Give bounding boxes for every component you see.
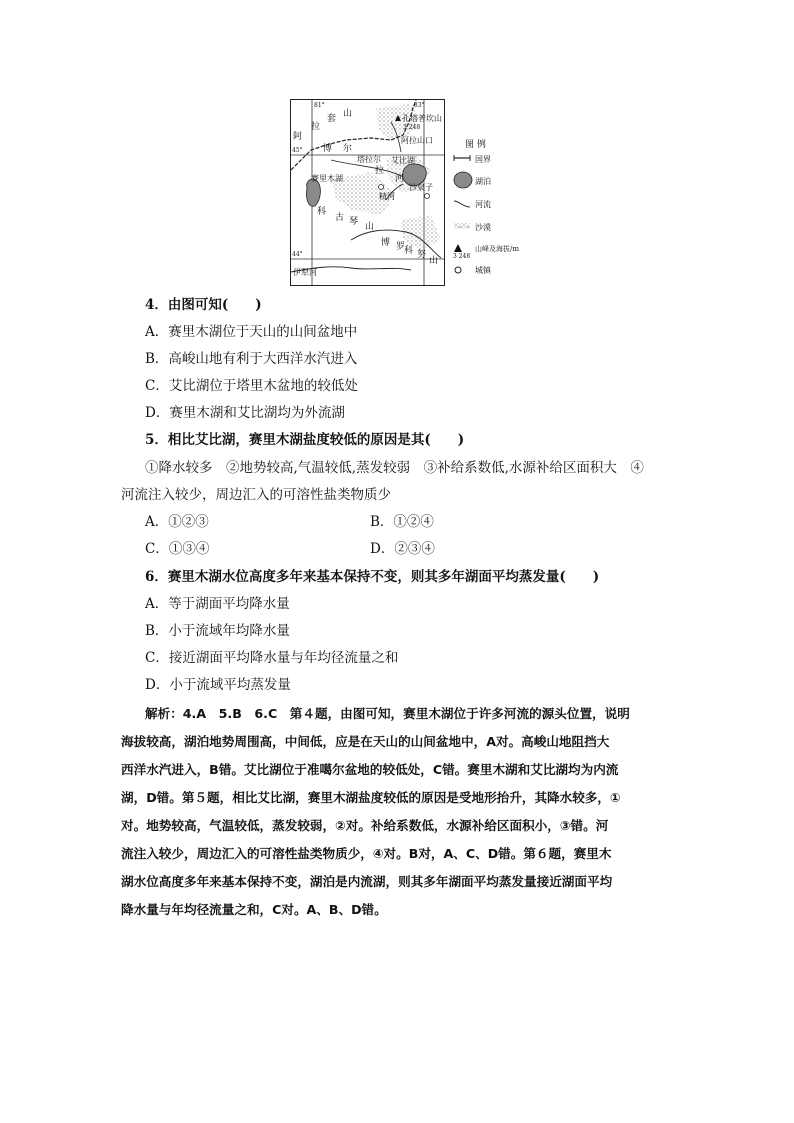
label-ke2: 科 xyxy=(404,246,414,256)
peak-elev: 3 248 xyxy=(403,124,421,131)
question-5-option-c: C．①③④ xyxy=(145,541,210,557)
question-6-option-a: A．等于湖面平均降水量 xyxy=(145,596,290,612)
explanation-line-4: 湖，D错。第５题，相比艾比湖，赛里木湖盐度较低的原因是受地形抬升，其降水较多，① xyxy=(121,790,621,805)
legend-town xyxy=(453,265,491,277)
town-jinghe xyxy=(379,185,384,190)
peak-legend-icon xyxy=(453,244,463,252)
label-bo: 博 xyxy=(323,144,333,154)
question-4-stem: 4．由图可知( ) xyxy=(145,297,262,313)
label-shan2: 山 xyxy=(365,222,375,232)
label-ala1: 阿 xyxy=(293,132,303,142)
lat-44: 44° xyxy=(292,251,303,258)
explanation-line-8: 降水量与年均径流量之和，C对。A、B、D错。 xyxy=(121,902,387,917)
explanation-line-6: 流注入较少，周边汇入的可溶性盐类物质少，④对。B对，A、C、D错。第６题，赛里木 xyxy=(121,846,612,861)
label-talale: 塔拉尔 xyxy=(357,155,381,164)
legend-river-label: 河流 xyxy=(475,200,491,209)
explanation-line-7: 湖水位高度多年来基本保持不变，湖泊是内流湖，则其多年湖面平均蒸发量接近湖面平均 xyxy=(121,874,613,889)
legend-peak-label: 山峰及海拔/m xyxy=(475,245,519,253)
label-shaquanzi: 沙泉子 xyxy=(409,183,433,192)
question-4-option-c: C．艾比湖位于塔里木盆地的较低处 xyxy=(145,378,358,394)
legend-desert xyxy=(453,222,491,232)
label-la: 拉 xyxy=(375,166,385,176)
label-yilihe: 伊犁河 xyxy=(293,268,317,277)
label-er: 尔 xyxy=(343,144,353,154)
label-ke: 科 xyxy=(317,207,327,217)
legend-border xyxy=(453,154,491,164)
town-legend-icon xyxy=(453,265,463,275)
question-5-stem: 5．相比艾比湖，赛里木湖盐度较低的原因是其( ) xyxy=(145,432,465,448)
question-5-statements-line2: 河流注入较少，周边汇入的可溶性盐类物质少 xyxy=(121,487,391,503)
label-ala2: 拉 xyxy=(311,122,321,132)
map-legend xyxy=(453,137,573,275)
question-6-option-c: C．接近湖面平均降水量与年均径流量之和 xyxy=(145,650,399,666)
label-alashankou: 阿拉山口 xyxy=(401,136,433,145)
label-he: 河 xyxy=(395,174,405,184)
border-legend-icon xyxy=(453,154,471,162)
question-4-option-a: A．赛里木湖位于天山的山间盆地中 xyxy=(145,324,358,340)
label-jinghe: 精河 xyxy=(379,192,395,201)
explanation-line-3: 西洋水汽进入，B错。艾比湖位于准噶尔盆地的较低处，C错。赛里木湖和艾比湖均为内流 xyxy=(121,762,619,777)
explanation-line-1: 解析：4.A 5.B 6.C 第４题，由图可知，赛里木湖位于许多河流的源头位置，说明 xyxy=(145,706,630,721)
label-sailimuhu: 赛里木湖 xyxy=(311,174,343,183)
question-6-stem: 6．赛里木湖水位高度多年来基本保持不变，则其多年湖面平均蒸发量( ) xyxy=(145,569,600,585)
question-6-option-d: D．小于流域平均蒸发量 xyxy=(145,677,291,693)
lon-81: 81° xyxy=(314,102,325,109)
label-aibihu: 艾比湖 xyxy=(391,156,415,165)
desert-legend-icon xyxy=(453,222,471,230)
peak-name: 孔塔普坎山 xyxy=(402,114,442,123)
question-5-option-d: D．②③④ xyxy=(370,541,435,557)
label-shan1: 山 xyxy=(343,109,353,119)
legend-lake-label: 湖泊 xyxy=(475,177,491,186)
explanation-line-2: 海拔较高，湖泊地势周围高，中间低，应是在天山的山间盆地中，A对。高峻山地阻挡大 xyxy=(121,734,610,749)
question-5-option-a: A．①②③ xyxy=(145,514,209,530)
legend-desert-label: 沙漠 xyxy=(475,223,491,232)
label-nu: 努 xyxy=(417,250,427,260)
label-gu: 古 xyxy=(335,213,345,223)
legend-lake xyxy=(453,171,491,191)
question-5-statements-line1: ①降水较多 ②地势较高,气温较低,蒸发较弱 ③补给系数低,水源补给区面积大 ④ xyxy=(145,460,644,476)
legend-title: 图 例 xyxy=(465,140,486,150)
label-shan3: 山 xyxy=(429,256,439,266)
legend-border-label: 国界 xyxy=(475,155,491,164)
question-6-option-b: B．小于流域年均降水量 xyxy=(145,623,290,639)
label-qin: 琴 xyxy=(349,217,359,227)
question-4-option-d: D．赛里木湖和艾比湖均为外流湖 xyxy=(145,405,345,421)
question-5-option-b: B．①②④ xyxy=(370,514,434,530)
river-legend-icon xyxy=(453,199,471,209)
lat-45: 45° xyxy=(292,147,303,154)
lake-legend-icon xyxy=(453,171,473,189)
legend-town-label: 城镇 xyxy=(475,266,491,275)
legend-river xyxy=(453,199,491,211)
label-luo: 罗 xyxy=(396,242,406,252)
label-bo2: 博 xyxy=(381,238,391,248)
label-tao: 套 xyxy=(327,114,337,124)
explanation-line-5: 对。地势较高，气温较低，蒸发较弱，②对。补给系数低，水源补给区面积小，③错。河 xyxy=(121,818,609,833)
map xyxy=(290,99,445,286)
town-shaquanzi xyxy=(425,194,430,199)
question-4-option-b: B．高峻山地有利于大西洋水汽进入 xyxy=(145,351,358,367)
legend-peak-sample: 3 248 xyxy=(453,253,471,260)
lon-83: 83° xyxy=(414,102,425,109)
